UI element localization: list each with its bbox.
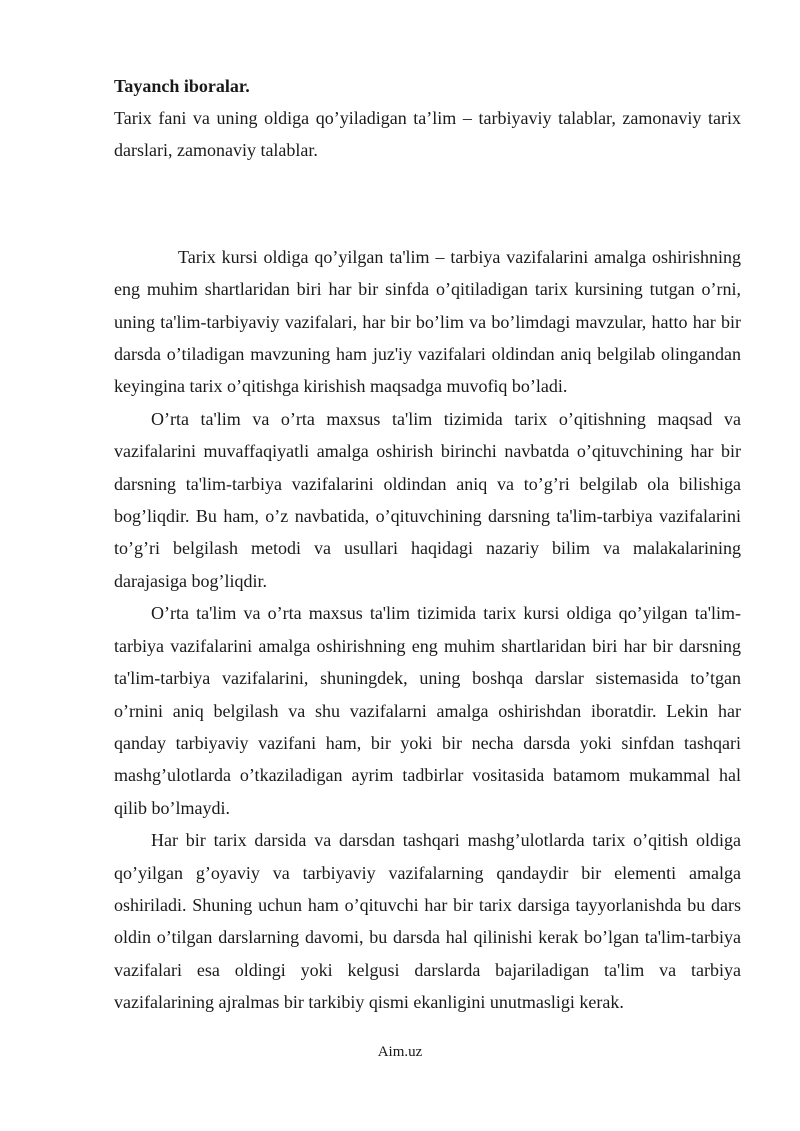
keywords-paragraph: Tarix fani va uning oldiga qo’yiladigan ta’lim – tarbiyaviy talablar, zamonaviy tarix darslari, zamonaviy talablar. — [114, 108, 741, 161]
section-heading: Tayanch iboralar. — [114, 76, 250, 96]
document-page — [114, 70, 741, 1019]
body-paragraph-4: Har bir tarix darsida va darsdan tashqari mashg’ulotlarda tarix o’qitish oldiga qo’yilgan g’oyaviy va tarbiyaviy vazifalarning qandaydir bir elementi amalga oshiriladi. Shuning uchun ham o’qituvchi har bir tarix darsiga tayyorlanishda bu dars oldin o’tilgan darslarning davomi, bu darsda hal qilinishi kerak bo’lgan ta'lim-tarbiya vazifalari esa oldingi yoki kelgusi darslarda bajariladigan ta'lim va tarbiya vazifalarining ajralmas bir tarkibiy qismi ekanligini unutmasligi kerak. — [114, 830, 741, 1013]
body-paragraph-2: O’rta ta'lim va o’rta maxsus ta'lim tizimida tarix o’qitishning maqsad va vazifalarini muvaffaqiyatli amalga oshirish birinchi navbatda o’qituvchining har bir darsning ta'lim-tarbiya vazifalarini oldindan aniq va to’g’ri belgilab ola bilishiga bog’liqdir. Bu ham, o’z navbatida, o’qituvchining darsning ta'lim-tarbiya vazifalarini to’g’ri belgilash metodi va usullari haqidagi nazariy bilim va malakalarining darajasiga bog’liqdir. — [114, 408, 741, 591]
page-footer: Aim.uz — [377, 1044, 423, 1060]
body-paragraph-3: O’rta ta'lim va o’rta maxsus ta'lim tizimida tarix kursi oldiga qo’yilgan ta'lim-tarbiya vazifalarini amalga oshirishning eng muhim shartlaridan biri har bir darsning ta'lim-tarbiya vazifalarini, shuningdek, uning boshqa darslar sistemasida to’tgan o’rnini aniq belgilash va shu vazifalarni amalga oshirishdan iboratdir. Lekin har qanday tarbiyaviy vazifani ham, bir yoki bir necha darsda yoki sinfdan tashqari mashg’ulotlarda o’tkaziladigan ayrim tadbirlar vositasida batamom mukammal hal qilib bo’lmaydi. — [114, 603, 741, 818]
body-paragraph-1: Tarix kursi oldiga qo’yilgan ta'lim – tarbiya vazifalarini amalga oshirishning eng muhim shartlaridan biri har bir sinfda o’qitiladigan tarix kursining tutgan o’rni, uning ta'lim-tarbiyaviy vazifalari, har bir bo’lim va bo’limdagi mavzular, hatto har bir darsda o’tiladigan mavzuning ham juz'iy vazifalari oldindan aniq belgilab olingandan keyingina tarix o’qitishga kirishish maqsadga muvofiq bo’ladi. — [114, 246, 741, 397]
